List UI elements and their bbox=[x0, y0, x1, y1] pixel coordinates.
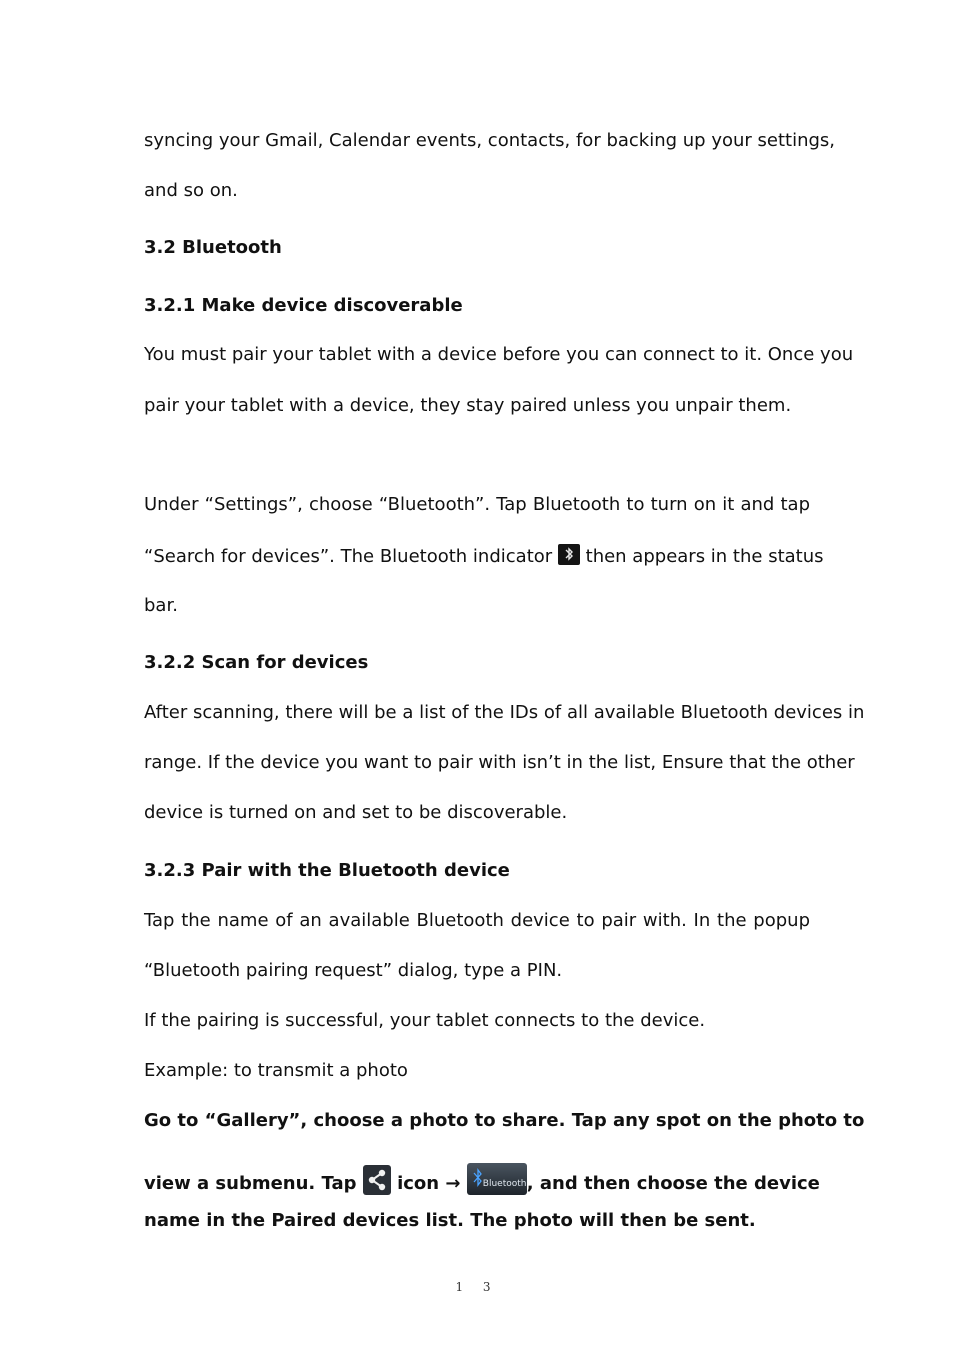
text-span: “Search for devices”. The Bluetooth indicator bbox=[144, 546, 553, 567]
text-span: icon bbox=[397, 1173, 440, 1194]
bluetooth-button-label: Bluetooth bbox=[482, 1179, 527, 1189]
text-span: then appears in the status bbox=[585, 546, 824, 567]
subsection-heading: 3.2.1 Make device discoverable bbox=[144, 295, 463, 316]
paragraph-line: “Bluetooth pairing request” dialog, type a PIN. bbox=[144, 960, 563, 981]
arrow-glyph: → bbox=[445, 1173, 461, 1194]
subsection-heading: 3.2.2 Scan for devices bbox=[144, 652, 369, 673]
paragraph-line: range. If the device you want to pair with isn’t in the list, Ensure that the other bbox=[144, 752, 855, 773]
paragraph-line: and so on. bbox=[144, 180, 238, 201]
bluetooth-button-icon bbox=[467, 1163, 527, 1195]
paragraph-line: pair your tablet with a device, they stay paired unless you unpair them. bbox=[144, 395, 792, 416]
share-icon bbox=[363, 1165, 391, 1195]
paragraph-line: You must pair your tablet with a device before you can connect to it. Once you bbox=[144, 344, 854, 365]
text-span: , and then choose the device bbox=[526, 1173, 820, 1194]
page-number: 1 3 bbox=[455, 1280, 499, 1294]
bluetooth-icon bbox=[558, 544, 580, 565]
paragraph-line: Under “Settings”, choose “Bluetooth”. Tap Bluetooth to turn on it and tap bbox=[144, 494, 810, 515]
paragraph-line: If the pairing is successful, your tablet connects to the device. bbox=[144, 1010, 706, 1031]
text-span: view a submenu. Tap bbox=[144, 1173, 357, 1194]
section-heading: 3.2 Bluetooth bbox=[144, 237, 282, 258]
paragraph-line: name in the Paired devices list. The photo will then be sent. bbox=[144, 1210, 756, 1231]
paragraph-line: syncing your Gmail, Calendar events, contacts, for backing up your settings, bbox=[144, 130, 836, 151]
paragraph-line: Tap the name of an available Bluetooth device to pair with. In the popup bbox=[144, 910, 810, 931]
paragraph-line: device is turned on and set to be discoverable. bbox=[144, 802, 568, 823]
paragraph-line bbox=[144, 1163, 820, 1196]
paragraph-line: Go to “Gallery”, choose a photo to share. Tap any spot on the photo to bbox=[144, 1110, 865, 1131]
subsection-heading: 3.2.3 Pair with the Bluetooth device bbox=[144, 860, 510, 881]
paragraph-line: Example: to transmit a photo bbox=[144, 1060, 408, 1081]
paragraph-line: bar. bbox=[144, 595, 178, 616]
paragraph-line bbox=[144, 544, 824, 569]
paragraph-line: After scanning, there will be a list of the IDs of all available Bluetooth devices in bbox=[144, 702, 865, 723]
